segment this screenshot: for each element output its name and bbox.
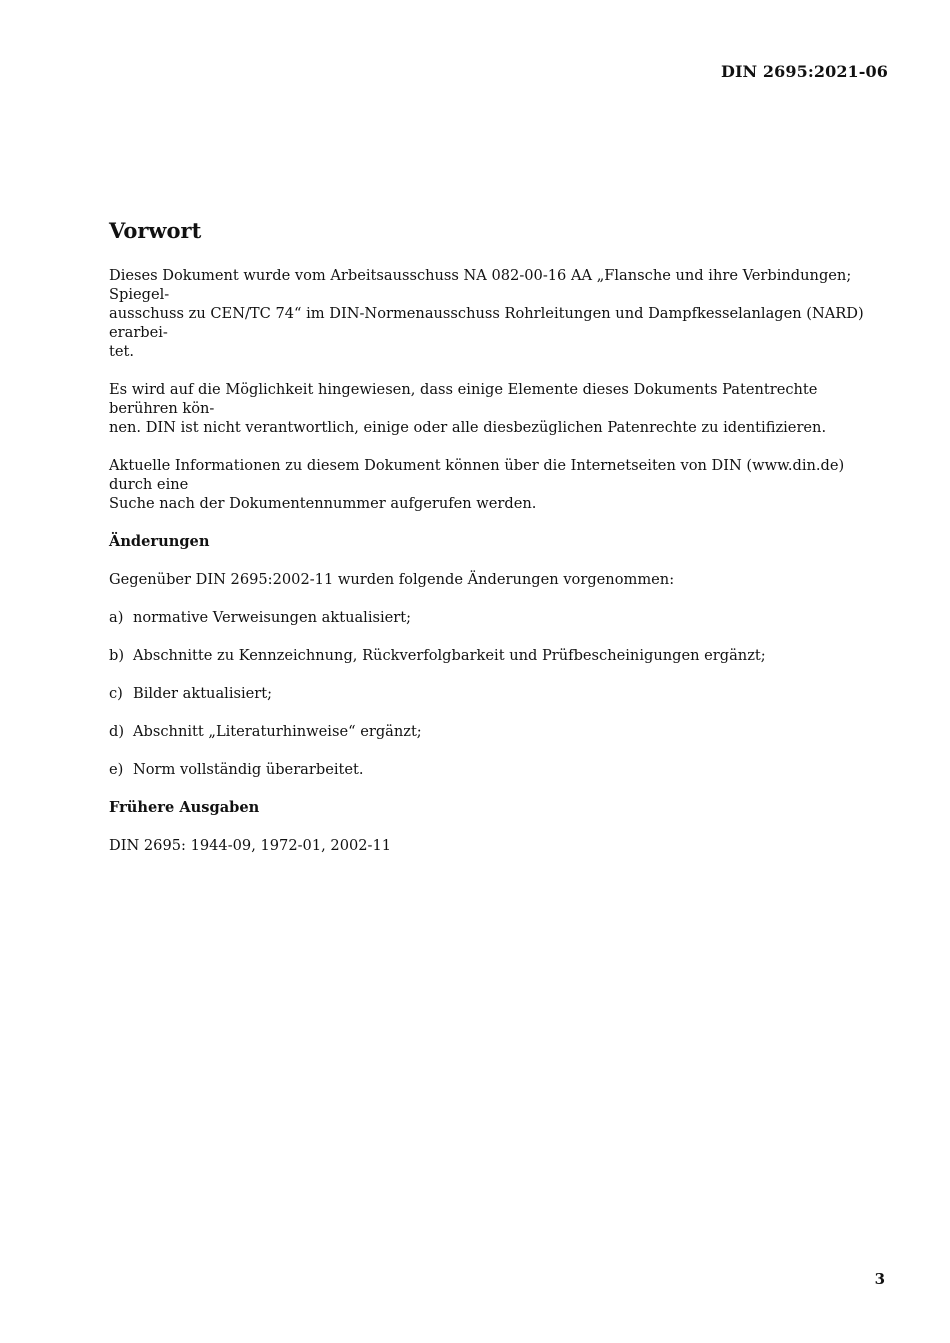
paragraph-line: Suche nach der Dokumentennummer aufgerufen werden. — [109, 495, 537, 512]
list-marker: e) — [109, 761, 124, 778]
foreword-section — [109, 216, 889, 874]
previous-editions-text: DIN 2695: 1944-09, 1972-01, 2002-11 — [109, 837, 392, 854]
list-item-text: normative Verweisungen aktualisiert; — [133, 609, 412, 626]
page-number: 3 — [874, 1270, 885, 1288]
list-marker: b) — [109, 647, 125, 664]
previous-editions-heading: Frühere Ausgaben — [109, 799, 260, 816]
changes-list — [109, 608, 889, 779]
list-marker: c) — [109, 685, 123, 702]
changes-heading: Änderungen — [109, 533, 210, 550]
foreword-paragraph-patents — [109, 380, 889, 437]
paragraph-line: Aktuelle Informationen zu diesem Dokument können über die Internetseiten von DIN (www.din.de) durch eine — [109, 457, 845, 493]
changes-intro: Gegenüber DIN 2695:2002-11 wurden folgende Änderungen vorgenommen: — [109, 571, 675, 588]
list-item-text: Bilder aktualisiert; — [133, 685, 273, 702]
paragraph-line: tet. — [109, 343, 135, 360]
paragraph-line: Dieses Dokument wurde vom Arbeitsausschuss NA 082-00-16 AA „Flansche und ihre Verbindungen; Spiegel- — [109, 267, 852, 303]
foreword-paragraph-committee — [109, 266, 889, 361]
list-marker: a) — [109, 609, 124, 626]
foreword-paragraph-info — [109, 456, 889, 513]
list-item-text: Abschnitte zu Kennzeichnung, Rückverfolgbarkeit und Prüfbescheinigungen ergänzt; — [133, 647, 766, 664]
list-marker: d) — [109, 723, 125, 740]
list-item-text: Norm vollständig überarbeitet. — [133, 761, 364, 778]
document-id: DIN 2695:2021-06 — [720, 62, 888, 81]
foreword-title: Vorwort — [109, 218, 202, 243]
paragraph-line: ausschuss zu CEN/TC 74“ im DIN-Normenausschuss Rohrleitungen und Dampfkesselanlagen (NARD) erarbei- — [109, 305, 864, 341]
paragraph-line: Es wird auf die Möglichkeit hingewiesen, dass einige Elemente dieses Dokuments Patentrechte berühren kön- — [109, 381, 818, 417]
list-item — [109, 684, 889, 703]
paragraph-line: nen. DIN ist nicht verantwortlich, einige oder alle diesbezüglichen Patenrechte zu identifizieren. — [109, 419, 827, 436]
list-item — [109, 722, 889, 741]
list-item — [109, 608, 889, 627]
list-item — [109, 760, 889, 779]
list-item-text: Abschnitt „Literaturhinweise“ ergänzt; — [133, 723, 422, 740]
list-item — [109, 646, 889, 665]
